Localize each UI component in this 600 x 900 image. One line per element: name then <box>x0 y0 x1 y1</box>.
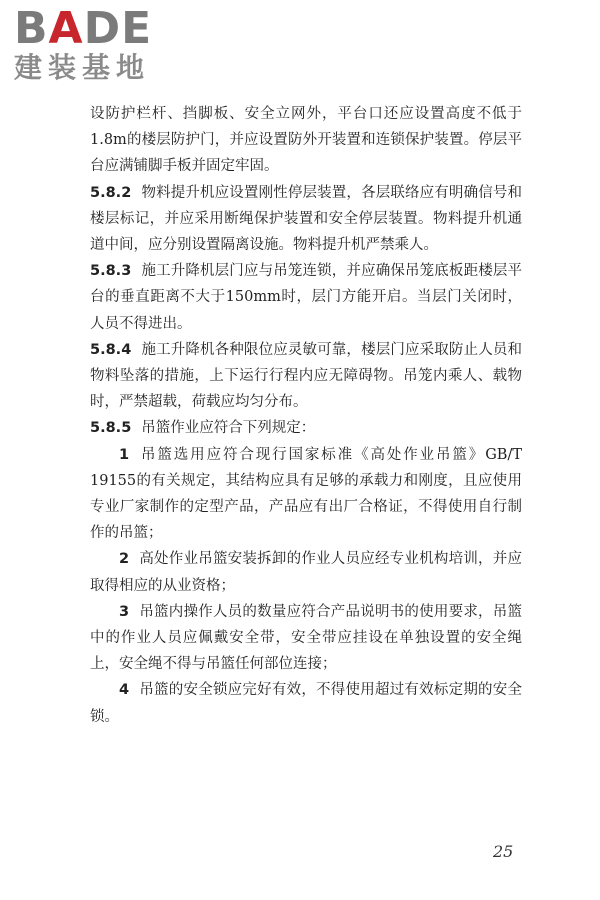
item-text: 高处作业吊篮安装拆卸的作业人员应经专业机构培训，并应取得相应的从业资格； <box>90 551 522 594</box>
item-number: 3 <box>119 603 130 620</box>
clause-number: 5.8.3 <box>90 263 132 280</box>
brand-logo <box>14 3 184 88</box>
item-text: 吊篮选用应符合现行国家标准《高处作业吊篮》GB/T 19155的有关规定，其结构应具有足够的承载力和刚度，且应使用专业厂家制作的定型产品，产品应有出厂合格证，不得使用自行制作的吊篮； <box>90 446 522 542</box>
page-number: 25 <box>493 842 514 861</box>
clause-text: 物料提升机应设置刚性停层装置，各层联络应有明确信号和楼层标记，并应采用断绳保护装置和安全停层装置。物料提升机通道中间，应分别设置隔离设施。物料提升机严禁乘人。 <box>90 184 522 254</box>
clause-number: 5.8.4 <box>90 341 132 358</box>
clause-5-8-2 <box>90 180 522 259</box>
list-item <box>90 546 522 598</box>
list-item <box>90 677 522 729</box>
item-text: 吊篮内操作人员的数量应符合产品说明书的使用要求，吊篮中的作业人员应佩戴安全带，安全带应挂设在单独设置的安全绳上，安全绳不得与吊篮任何部位连接； <box>90 603 522 673</box>
list-item <box>90 599 522 678</box>
clause-5-8-5 <box>90 415 522 441</box>
clause-number: 5.8.2 <box>90 184 132 201</box>
item-number: 2 <box>119 551 130 568</box>
clause-5-8-3 <box>90 258 522 337</box>
clause-text: 吊篮作业应符合下列规定： <box>141 420 316 437</box>
document-body <box>90 101 522 730</box>
item-number: 1 <box>119 446 130 463</box>
clause-number: 5.8.5 <box>90 420 132 437</box>
logo-accent-letter: A <box>48 3 84 54</box>
item-text: 吊篮的安全锁应完好有效，不得使用超过有效标定期的安全锁。 <box>90 682 522 725</box>
continued-paragraph: 设防护栏杆、挡脚板、安全立网外，平台口还应设置高度不低于1.8m的楼层防护门，并应设置防外开装置和连锁保护装置。停层平台应满铺脚手板并固定牢固。 <box>90 106 522 175</box>
item-number: 4 <box>119 682 130 699</box>
logo-subtitle: 建装基地 <box>14 51 151 84</box>
logo-wordmark: BADE <box>14 3 153 54</box>
clause-5-8-4 <box>90 337 522 416</box>
list-item <box>90 442 522 547</box>
clause-text: 施工升降机层门应与吊笼连锁，并应确保吊笼底板距楼层平台的垂直距离不大于150mm时，层门方能开启。当层门关闭时，人员不得进出。 <box>90 263 522 332</box>
clause-text: 施工升降机各种限位应灵敏可靠，楼层门应采取防止人员和物料坠落的措施，上下运行行程内应无障碍物。吊笼内乘人、载物时，严禁超载，荷载应均匀分布。 <box>90 341 522 411</box>
